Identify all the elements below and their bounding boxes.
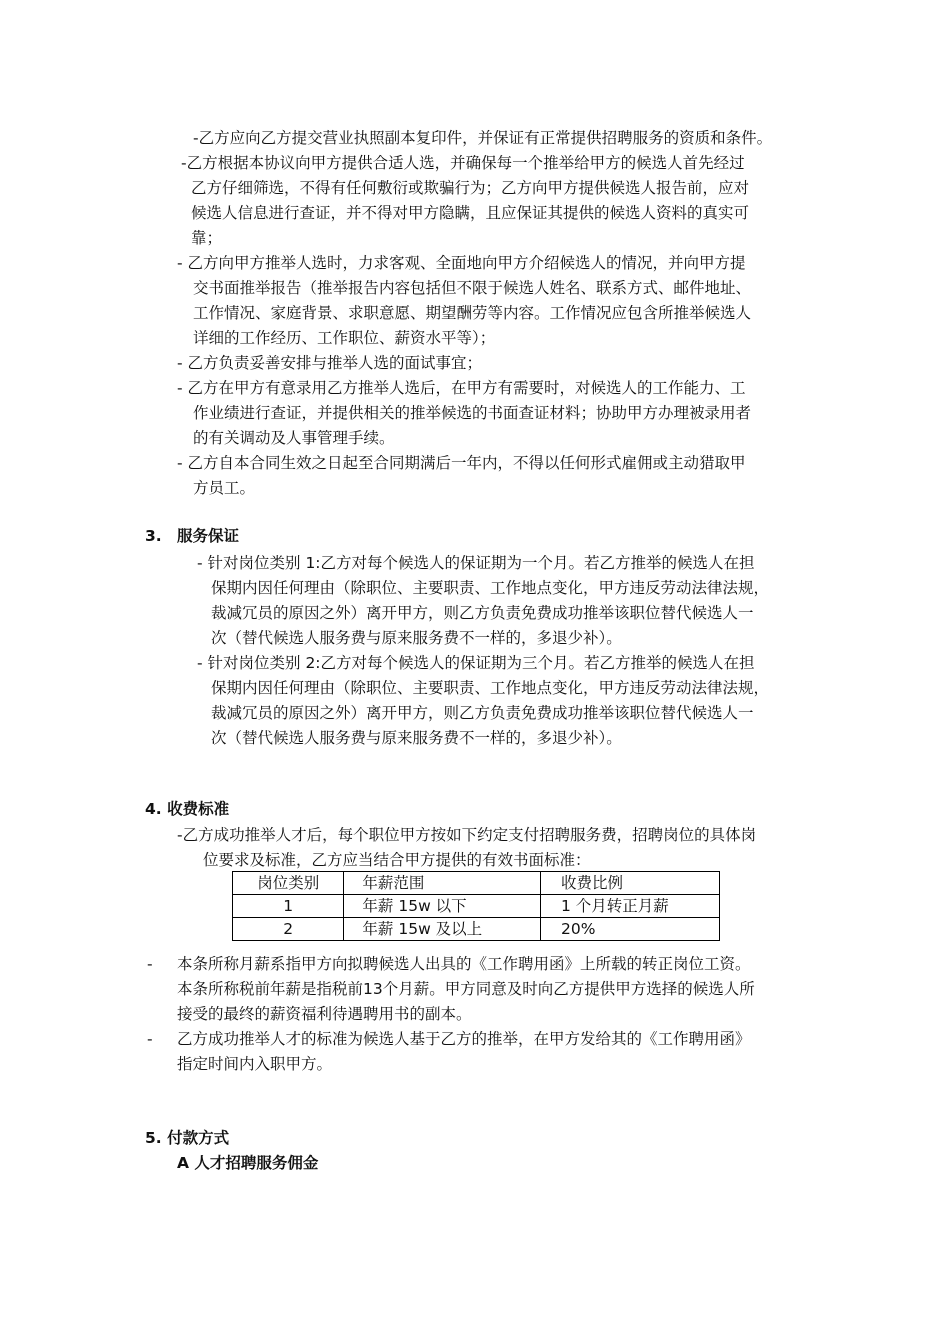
table-header-cell: 岗位类别 [233, 872, 344, 895]
clause-line: 工作情况、家庭背景、求职意愿、期望酬劳等内容。工作情况应包含所推举候选人 [193, 304, 752, 322]
clause-line: 本条所称月薪系指甲方向拟聘候选人出具的《工作聘用函》上所载的转正岗位工资。 [177, 955, 751, 973]
clause-line: - 乙方在甲方有意录用乙方推举人选后，在甲方有需要时，对候选人的工作能力、工 [177, 379, 746, 397]
clause-line: 乙方成功推举人才的标准为候选人基于乙方的推举，在甲方发给其的《工作聘用函》 [177, 1030, 751, 1048]
clause-line: 乙方仔细筛选，不得有任何敷衍或欺骗行为；乙方向甲方提供候选人报告前，应对 [191, 179, 750, 197]
clause-line: 作业绩进行查证，并提供相关的推举候选的书面查证材料；协助甲方办理被录用者 [193, 404, 752, 422]
clause-line: 详细的工作经历、工作职位、薪资水平等）； [193, 329, 496, 347]
section-title: 5. 付款方式 [145, 1129, 230, 1147]
table-cell: 1 [233, 895, 344, 918]
clause-line: 次（替代候选人服务费与原来服务费不一样的，多退少补）。 [211, 729, 622, 747]
clause-line: 方员工。 [193, 479, 256, 497]
clause-line: - 针对岗位类别 1:乙方对每个候选人的保证期为一个月。若乙方推举的候选人在担 [197, 554, 755, 572]
table-header-cell: 收费比例 [541, 872, 720, 895]
table-header-cell: 年薪范围 [344, 872, 541, 895]
clause-line: 本条所称税前年薪是指税前13个月薪。甲方同意及时向乙方提供甲方选择的候选人所 [177, 980, 755, 998]
clause-line: 的有关调动及人事管理手续。 [193, 429, 395, 447]
clause-line: - 乙方自本合同生效之日起至合同期满后一年内，不得以任何形式雇佣或主动猎取甲 [177, 454, 746, 472]
clause-line: 靠； [191, 229, 223, 247]
table-cell: 2 [233, 918, 344, 941]
clause-line: 保期内因任何理由（除职位、主要职责、工作地点变化，甲方违反劳动法律法规， [211, 579, 770, 597]
section-title: 4. 收费标准 [145, 800, 230, 818]
clause-line: -乙方成功推举人才后，每个职位甲方按如下约定支付招聘服务费，招聘岗位的具体岗 [177, 826, 757, 844]
table-row [233, 918, 720, 941]
table-cell: 年薪 15w 及以上 [344, 918, 541, 941]
clause-line: 候选人信息进行查证，并不得对甲方隐瞒，且应保证其提供的候选人资料的真实可 [191, 204, 750, 222]
clause-line: - 针对岗位类别 2:乙方对每个候选人的保证期为三个月。若乙方推举的候选人在担 [197, 654, 755, 672]
clause-line: -乙方根据本协议向甲方提供合适人选，并确保每一个推举给甲方的候选人首先经过 [181, 154, 745, 172]
clause-line: 交书面推举报告（推举报告内容包括但不限于候选人姓名、联系方式、邮件地址、 [193, 279, 752, 297]
clause-line: 指定时间内入职甲方。 [177, 1055, 333, 1073]
clause-line: 位要求及标准，乙方应当结合甲方提供的有效书面标准： [203, 851, 591, 869]
clause-line: 裁减冗员的原因之外）离开甲方，则乙方负责免费成功推举该职位替代候选人一 [211, 704, 754, 722]
clause-line: - 乙方向甲方推举人选时，力求客观、全面地向甲方介绍候选人的情况，并向甲方提 [177, 254, 746, 272]
clause-line: 接受的最终的薪资福利待遇聘用书的副本。 [177, 1005, 472, 1023]
bullet-dash: - [147, 1030, 153, 1048]
section-title: 服务保证 [177, 527, 240, 545]
table-header-row [233, 872, 720, 895]
clause-line: 保期内因任何理由（除职位、主要职责、工作地点变化，甲方违反劳动法律法规， [211, 679, 770, 697]
table-row [233, 895, 720, 918]
clause-line: - 乙方负责妥善安排与推举人选的面试事宜； [177, 354, 483, 372]
clause-line: 次（替代候选人服务费与原来服务费不一样的，多退少补）。 [211, 629, 622, 647]
clause-line: 裁减冗员的原因之外）离开甲方，则乙方负责免费成功推举该职位替代候选人一 [211, 604, 754, 622]
bullet-dash: - [147, 955, 153, 973]
section-number: 3. [145, 527, 162, 545]
section-subtitle: A 人才招聘服务佣金 [177, 1154, 319, 1172]
table-cell: 年薪 15w 以下 [344, 895, 541, 918]
fee-table [232, 871, 720, 941]
clause-line: -乙方应向乙方提交营业执照副本复印件，并保证有正常提供招聘服务的资质和条件。 [193, 129, 773, 147]
table-cell: 1 个月转正月薪 [541, 895, 720, 918]
table-cell: 20% [541, 918, 720, 941]
